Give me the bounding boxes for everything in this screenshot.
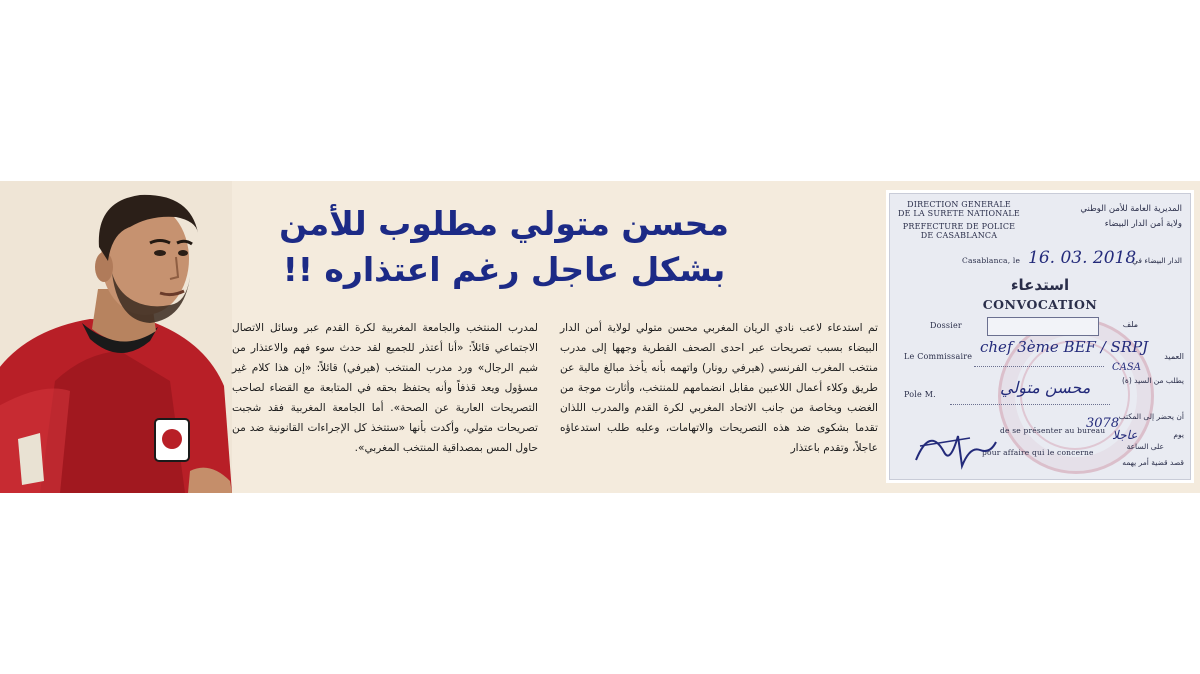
article-column-right — [560, 318, 878, 458]
sleeve-patch — [18, 433, 44, 485]
handwritten-office: 3078 — [1086, 416, 1120, 431]
hour-label-ar: على الساعة — [1126, 442, 1164, 451]
appear-label-ar: أن يحضر إلى المكتب — [1118, 412, 1184, 421]
police-summons-document — [889, 193, 1191, 480]
article-paragraph: لمدرب المنتخب والجامعة المغربية لكرة القدم عبر وسائل الاتصال الاجتماعي قائلاً: «أنا أعتذر للجميع لقد حدث سوء فهم والاعتذار من شيم الرجال» ورد مدرب المنتخب (هيرفي) قائلاً: «إن هذا كلام غير مسؤول ويعد قذفاً وأنه يحتفظ بحقه في المتابعة مع القضاء لصاحب التصريحات العارية عن الصحة». أما الجامعة المغربية فقد شجبت تصريحات متولي، وأكدت بأنها «ستتخذ كل الإجراءات القانونية ضد من حاول المس بمصداقية المنتخب المغربي». — [232, 322, 538, 454]
summons-title-ar: استدعاء — [1010, 276, 1070, 294]
handwritten-date: 16. 03. 2018 — [1028, 248, 1137, 268]
dotted-line — [950, 404, 1110, 405]
handwritten-commissaire: chef 3ème BEF / SRPJ — [980, 338, 1149, 356]
summons-header-ar — [1042, 202, 1182, 232]
dossier-label: Dossier — [930, 321, 962, 330]
player-illustration — [0, 181, 232, 493]
commissaire-label: Le Commissaire — [904, 352, 973, 361]
concern-label-fr: pour affaire qui le concerne — [982, 448, 1094, 457]
article-paragraph: تم استدعاء لاعب نادي الريان المغربي محسن متولي لولاية أمن الدار البيضاء بسبب تصريحات عبر احدى الصحف القطرية وجهها إلى مدرب منتخب المغرب الفرنسي (هيرفي رونار) واتهمه بأنه يأخذ مبالغ مالية عن طريق وكلاء أعمال اللاعبين مقابل انضمامهم للمنتخب، وأثارت موجة من الغضب وبخاصة من جانب الاتحاد المغربي لكرة القدم والمدرب اللذان تقدما بشكوى ضد هذه التصريحات والاتهامات، وعليه طلب استدعاؤه عاجلاً، وتقدم باعتذار — [560, 322, 878, 454]
summons-header-fr-line: DE LA SURETE NATIONALE — [898, 209, 1020, 218]
summons-header-ar-line: المديرية العامة للأمن الوطني — [1080, 204, 1182, 214]
signature-scribble — [910, 416, 1000, 472]
city-date-label-ar: الدار البيضاء في — [1132, 256, 1182, 265]
request-label-ar: يطلب من السيد (ة) — [1121, 376, 1184, 385]
commissaire-label-ar: العميد — [1164, 352, 1184, 361]
city-date-label: Casablanca, le — [962, 256, 1021, 265]
summons-title-fr: CONVOCATION — [982, 297, 1098, 312]
dotted-line — [974, 366, 1104, 367]
concern-label-ar: قصد قضية أمر يهمه — [1122, 458, 1184, 467]
headline-line-1: محسن متولي مطلوب للأمن — [279, 204, 729, 243]
article-strip — [0, 181, 1200, 493]
summons-prefecture-fr-line: DE CASABLANCA — [920, 231, 998, 240]
handwritten-day: عاجلا — [1112, 428, 1138, 442]
appear-label-fr: de se présenter au bureau — [1000, 426, 1106, 435]
article-column-left — [232, 318, 538, 458]
summons-header-fr-line: DIRECTION GENERALE — [907, 200, 1011, 209]
dossier-label-ar: ملف — [1122, 320, 1138, 329]
handwritten-name: محسن متولي — [1000, 378, 1091, 397]
summons-header-ar-line: ولاية أمن الدار البيضاء — [1104, 219, 1182, 229]
dossier-box — [987, 317, 1099, 336]
player-photo — [0, 181, 232, 493]
day-label-ar: يوم — [1173, 430, 1184, 439]
headline — [236, 201, 772, 293]
pole-label: Pole M. — [904, 390, 936, 399]
summons-prefecture-fr-line: PREFECTURE DE POLICE — [902, 222, 1016, 231]
handwritten-city: CASA — [1112, 362, 1141, 373]
headline-line-2: بشكل عاجل رغم اعتذاره !! — [282, 250, 726, 289]
summons-header-fr — [898, 200, 1020, 240]
